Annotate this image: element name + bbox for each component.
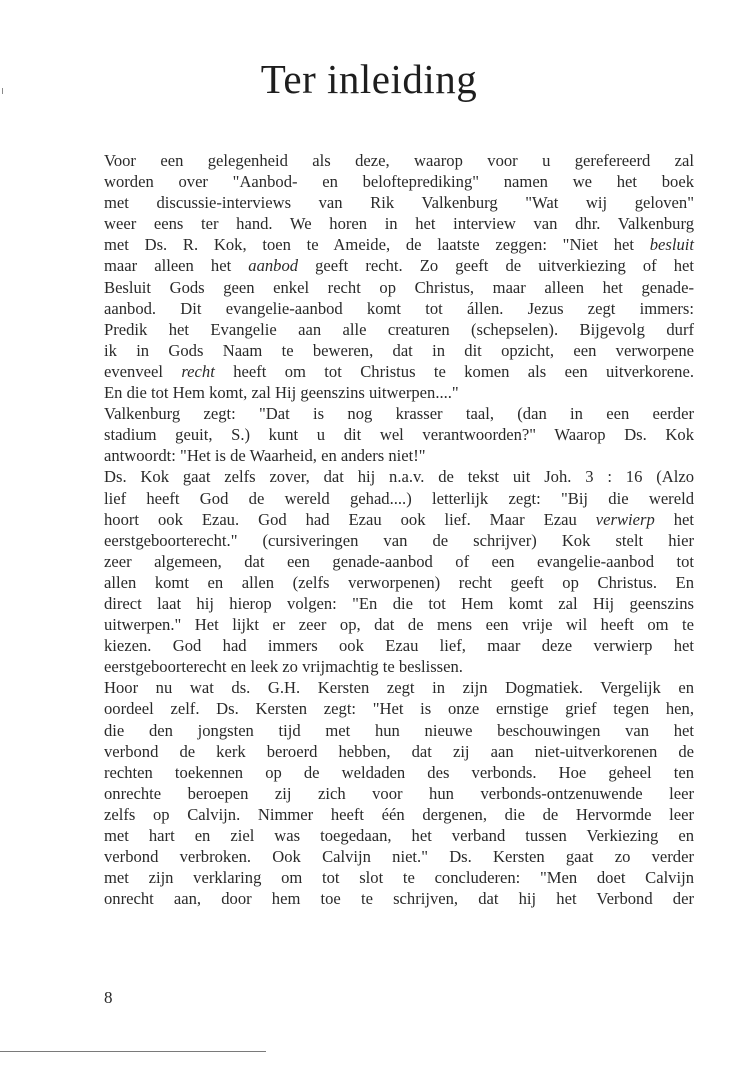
text-line: Besluit Gods geen enkel recht op Christus, maar alleen het genade- (104, 277, 694, 297)
text-line: onrechte beroepen zij zich voor hun verbonds-ontzenuwende leer (104, 783, 694, 803)
text-line: En die tot Hem komt, zal Hij geenszins uitwerpen...." (104, 383, 459, 403)
text-line: kiezen. God had immers ook Ezau lief, maar deze verwierp het (104, 636, 694, 656)
text-line: Valkenburg zegt: "Dat is nog krasser taal, (dan in een eerder (104, 404, 694, 424)
text-line: zeer algemeen, dat een genade-aanbod of een evangelie-aanbod tot (104, 551, 694, 571)
text-line: uitwerpen." Het lijkt er zeer op, dat de mens een vrije wil heeft om te (104, 615, 694, 635)
bottom-rule (0, 1051, 266, 1052)
text-line: eerstgeboorterecht." (cursiveringen van de schrijver) Kok stelt hier (104, 530, 694, 550)
text-line: hoort ook Ezau. God had Ezau ook lief. Maar Ezau verwierp het (104, 509, 694, 529)
text-line: eerstgeboorterecht en leek zo vrijmachtig te beslissen. (104, 657, 463, 677)
text-line: met discussie-interviews van Rik Valkenburg "Wat wij geloven" (104, 193, 694, 213)
text-line: Hoor nu wat ds. G.H. Kersten zegt in zijn Dogmatiek. Vergelijk en (104, 678, 694, 698)
emphasis: besluit (649, 235, 694, 255)
text-line: met zijn verklaring om tot slot te concluderen: "Men doet Calvijn (104, 868, 694, 888)
text-line: direct laat hij hierop volgen: "En die tot Hem komt zal Hij geenszins (104, 593, 694, 613)
text-line: Voor een gelegenheid als deze, waarop voor u gerefereerd zal (104, 151, 694, 170)
body-text (104, 150, 694, 909)
emphasis: recht (181, 361, 215, 381)
text-line: rechten toekennen op de weldaden des verbonds. Hoe geheel ten (104, 762, 694, 782)
text-line: weer eens ter hand. We horen in het interview van dhr. Valkenburg (104, 214, 694, 234)
text-line: worden over "Aanbod- en belofteprediking" namen we het boek (104, 172, 694, 192)
text-line: ik in Gods Naam te beweren, dat in dit opzicht, een verworpene (104, 340, 694, 360)
text-line: verbond de kerk beroerd hebben, dat zij aan niet-uitverkorenen de (104, 741, 694, 761)
text-line: oordeel zelf. Ds. Kersten zegt: "Het is onze ernstige grief tegen hen, (104, 699, 694, 719)
text-line: onrecht aan, door hem toe te schrijven, dat hij het Verbond der (104, 889, 694, 909)
emphasis: aanbod (248, 256, 299, 276)
text-line: met hart en ziel was toegedaan, het verband tussen Verkiezing en (104, 826, 694, 845)
text-line: verbond verbroken. Ook Calvijn niet." Ds. Kersten gaat zo verder (104, 847, 694, 867)
text-line: antwoordt: "Het is de Waarheid, en anders niet!" (104, 446, 426, 466)
text-line: stadium geuit, S.) kunt u dit wel verantwoorden?" Waarop Ds. Kok (104, 425, 694, 445)
page-title: Ter inleiding (260, 56, 478, 102)
text-line: met Ds. R. Kok, toen te Ameide, de laatste zeggen: "Niet het besluit (104, 235, 694, 255)
text-line: allen komt en allen (zelfs verworpenen) recht geeft op Christus. En (104, 572, 694, 592)
emphasis: verwierp (595, 509, 655, 529)
page-number: 8 (104, 988, 113, 1007)
text-line: aanbod. Dit evangelie-aanbod komt tot állen. Jezus zegt immers: (104, 298, 694, 318)
text-line: lief heeft God de wereld gehad....) letterlijk zegt: "Bij die wereld (104, 488, 694, 508)
text-line: die den jongsten tijd met hun nieuwe beschouwingen van het (104, 720, 694, 740)
text-line: Ds. Kok gaat zelfs zover, dat hij n.a.v. de tekst uit Joh. 3 : 16 (Alzo (104, 467, 694, 487)
text-line: zelfs op Calvijn. Nimmer heeft één dergenen, die de Hervormde leer (104, 804, 694, 824)
text-line: Predik het Evangelie aan alle creaturen (schepselen). Bijgevolg durf (104, 319, 694, 339)
text-line: maar alleen het aanbod geeft recht. Zo geeft de uitverkiezing of het (104, 256, 694, 276)
text-line: evenveel recht heeft om tot Christus te komen als een uitverkorene. (104, 361, 694, 381)
